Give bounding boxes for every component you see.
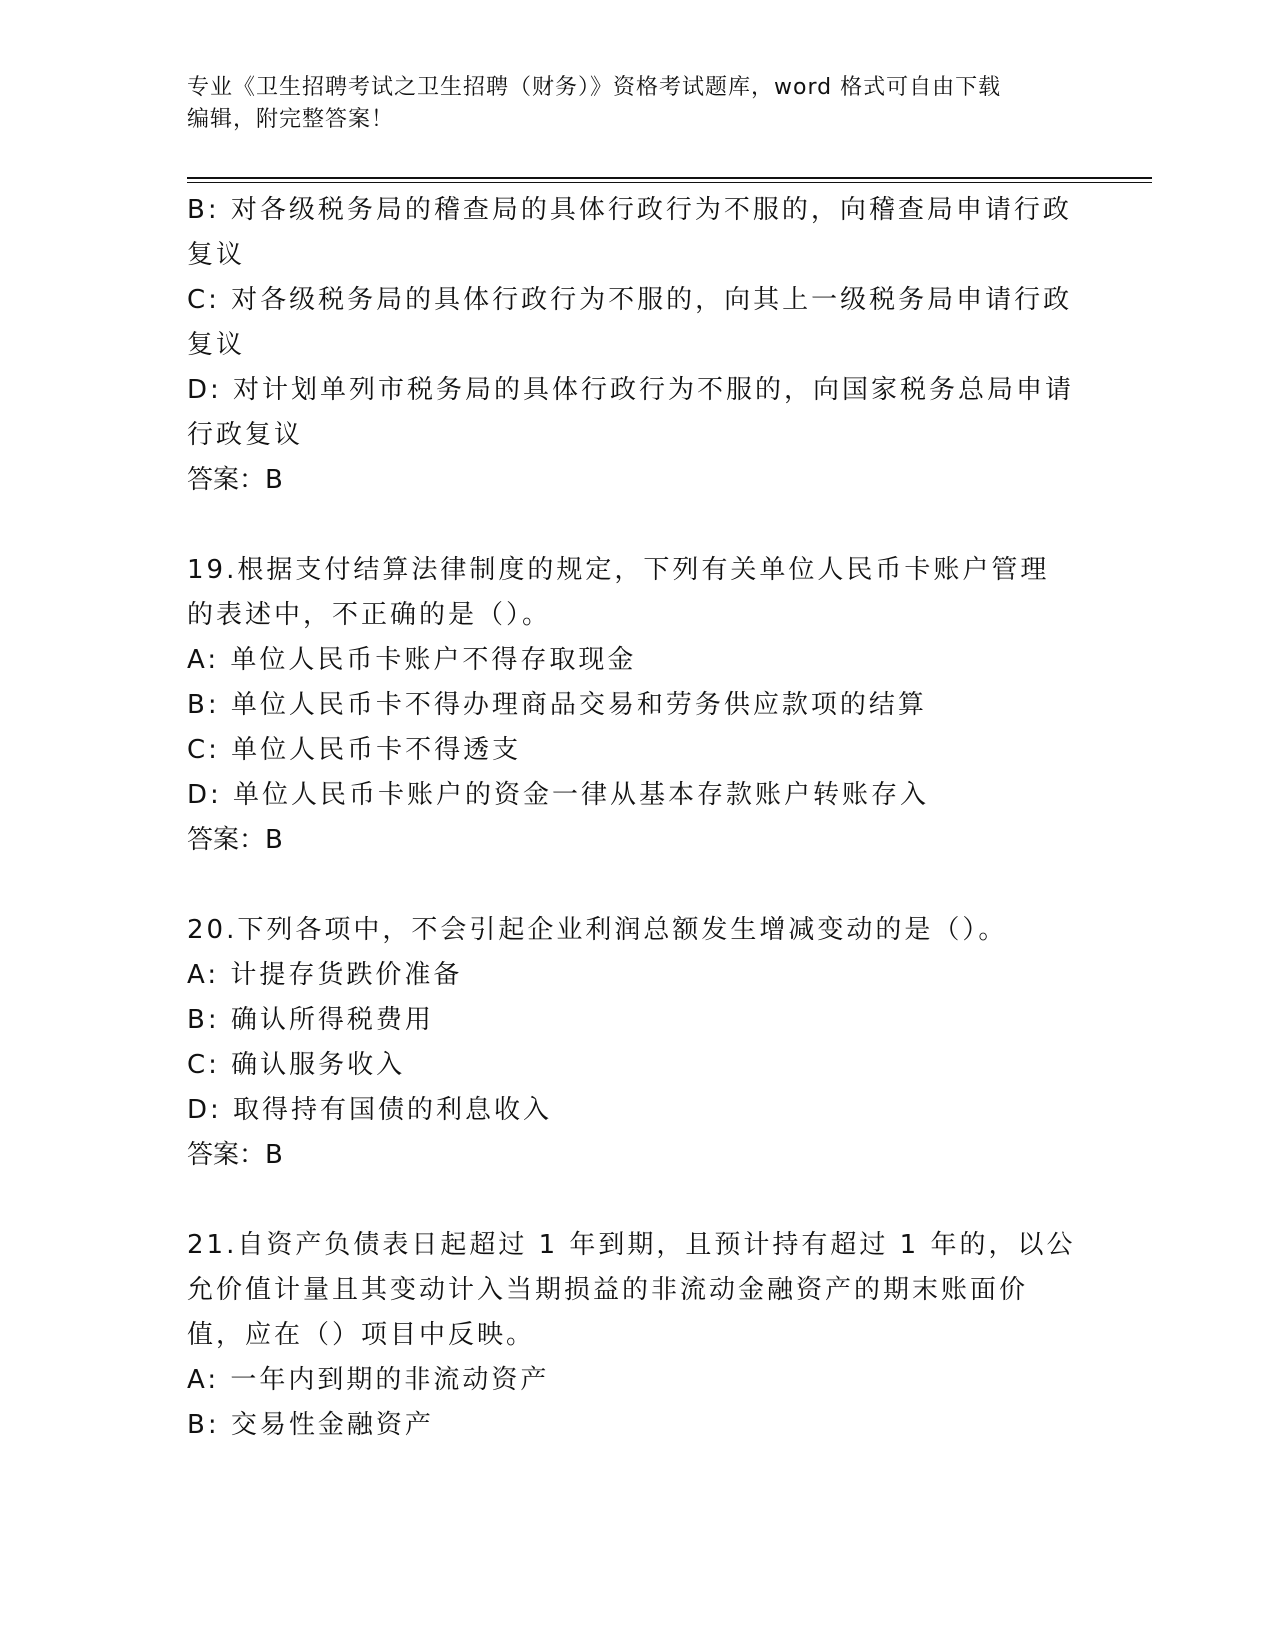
option-a: A: 计提存货跌价准备 — [187, 960, 463, 990]
option-d: D: 单位人民币卡账户的资金一律从基本存款账户转账存入 — [187, 780, 930, 810]
question-text: 19.根据支付结算法律制度的规定，下列有关单位人民币卡账户管理的表述中，不正确的是（）。 — [187, 555, 1050, 630]
answer-line: 答案：B — [187, 1140, 283, 1170]
option-b: B: 单位人民币卡不得办理商品交易和劳务供应款项的结算 — [187, 690, 927, 720]
header-divider-thick — [187, 177, 1152, 179]
option-b: B: 对各级税务局的稽查局的具体行政行为不服的，向稽查局申请行政复议 — [187, 195, 1072, 270]
question-text: 21.自资产负债表日起超过 1 年到期，且预计持有超过 1 年的，以公允价值计量且其变动计入当期损益的非流动金融资产的期末账面价值，应在（）项目中反映。 — [187, 1230, 1076, 1350]
answer-line: 答案：B — [187, 825, 283, 855]
option-a: A: 一年内到期的非流动资产 — [187, 1365, 550, 1395]
question-19 — [187, 548, 1077, 863]
document-header — [187, 72, 1067, 136]
header-line-2: 编辑，附完整答案！ — [187, 107, 395, 132]
header-line-1: 专业《卫生招聘考试之卫生招聘（财务）》资格考试题库，word 格式可自由下载 — [187, 75, 1002, 100]
question-21 — [187, 1223, 1077, 1448]
option-c: C: 单位人民币卡不得透支 — [187, 735, 522, 765]
question-text: 20.下列各项中，不会引起企业利润总额发生增减变动的是（）。 — [187, 915, 1008, 945]
option-b: B: 确认所得税费用 — [187, 1005, 434, 1035]
header-divider-thin — [187, 182, 1152, 183]
question-20 — [187, 908, 1077, 1178]
question-content — [187, 188, 1077, 1448]
option-d: D: 对计划单列市税务局的具体行政行为不服的，向国家税务总局申请行政复议 — [187, 375, 1075, 450]
option-a: A: 单位人民币卡账户不得存取现金 — [187, 645, 637, 675]
option-b: B: 交易性金融资产 — [187, 1410, 434, 1440]
option-d: D: 取得持有国债的利息收入 — [187, 1095, 553, 1125]
answer-line: 答案：B — [187, 465, 283, 495]
question-18-remainder — [187, 188, 1077, 503]
option-c: C: 确认服务收入 — [187, 1050, 406, 1080]
option-c: C: 对各级税务局的具体行政行为不服的，向其上一级税务局申请行政复议 — [187, 285, 1073, 360]
